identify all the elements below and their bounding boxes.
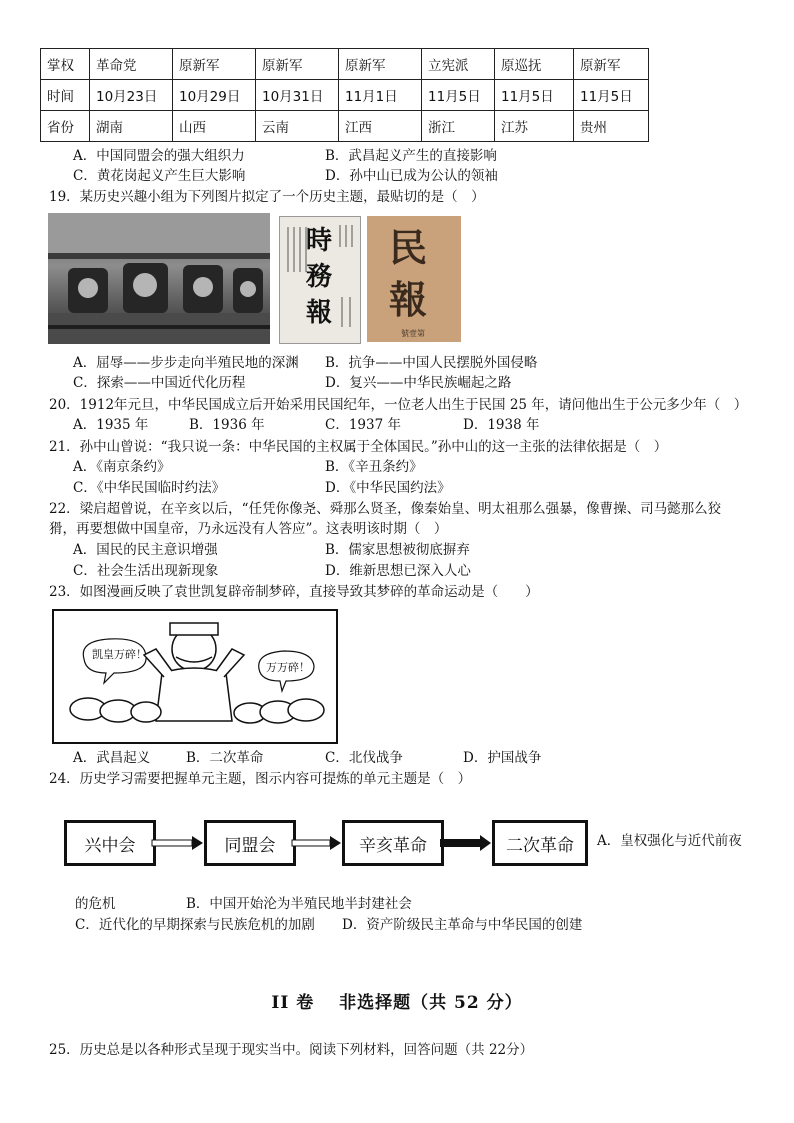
table-cell: 山西 <box>173 111 256 142</box>
table-cell: 贵州 <box>574 111 649 142</box>
q21-option-c[interactable]: C．《中华民国临时约法》 <box>73 480 226 496</box>
table-cell: 湖南 <box>90 111 173 142</box>
cartoon-bubble-left: 凯皇万碎！ <box>92 648 147 661</box>
q24-option-d[interactable]: D．资产阶级民主革命与中华民国的创建 <box>342 917 583 933</box>
table-cell: 10月23日 <box>90 80 173 111</box>
q20-stem: 20．1912年元旦，中华民国成立后开始采用民国纪年，一位老人出生于民国 25 年，请问他出生于公元多少年（ ） <box>49 397 748 413</box>
table-cell: 浙江 <box>422 111 495 142</box>
q20-option-d[interactable]: D．1938 年 <box>463 417 540 433</box>
q24-option-b[interactable]: B．中国开始沦为半殖民地半封建社会 <box>186 896 412 912</box>
q24-option-a-part1[interactable]: A．皇权强化与近代前夜 <box>597 833 742 849</box>
table-cell: 江苏 <box>495 111 574 142</box>
factory-machines-photo <box>48 213 270 344</box>
q19-option-d[interactable]: D．复兴——中华民族崛起之路 <box>325 375 512 391</box>
table-cell: 立宪派 <box>422 49 495 80</box>
q18-option-a[interactable]: A．中国同盟会的强大组织力 <box>73 148 245 164</box>
flow-arrow-3 <box>438 835 492 851</box>
q21-option-a[interactable]: A．《南京条约》 <box>73 459 171 475</box>
q21-option-b[interactable]: B．《辛丑条约》 <box>325 459 423 475</box>
table-row-header-cell: 省份 <box>41 111 90 142</box>
q19-stem: 19．某历史兴趣小组为下列图片拟定了一个历史主题，最贴切的是（ ） <box>49 189 485 205</box>
q22-option-c[interactable]: C．社会生活出现新现象 <box>73 563 219 579</box>
table-cell: 10月29日 <box>173 80 256 111</box>
q21-option-d[interactable]: D．《中华民国约法》 <box>325 480 451 496</box>
table-row-header-cell: 时间 <box>41 80 90 111</box>
shiwubao-newspaper-image <box>279 216 361 344</box>
q20-option-a[interactable]: A．1935 年 <box>73 417 149 433</box>
flow-box-second-revolution: 二次革命 <box>492 820 588 866</box>
table-cell: 11月5日 <box>574 80 649 111</box>
q18-option-c[interactable]: C．黄花岗起义产生巨大影响 <box>73 168 246 184</box>
q22-option-b[interactable]: B．儒家思想被彻底摒弃 <box>325 542 470 558</box>
q23-option-c[interactable]: C．北伐战争 <box>325 750 403 766</box>
flow-box-tongmenghui: 同盟会 <box>204 820 296 866</box>
q24-option-a-part2[interactable]: 的危机 <box>75 896 116 912</box>
table-row-header-cell: 掌权 <box>41 49 90 80</box>
table-cell: 原新军 <box>574 49 649 80</box>
minbao-title: 民報 <box>389 225 428 322</box>
province-table <box>40 48 649 142</box>
q22-option-d[interactable]: D．维新思想已深入人心 <box>325 563 471 579</box>
q22-stem-line1: 22．梁启超曾说，在辛亥以后，“任凭你像尧、舜那么贤圣，像秦始皇、明太祖那么强暴，像曹操、司马懿那么狡 <box>49 501 722 517</box>
table-cell: 11月1日 <box>339 80 422 111</box>
q20-option-b[interactable]: B．1936 年 <box>189 417 265 433</box>
table-cell: 原新军 <box>256 49 339 80</box>
q25-stem: 25．历史总是以各种形式呈现于现实当中。阅读下列材料，回答问题（共 22分） <box>49 1042 534 1058</box>
table-cell: 11月5日 <box>422 80 495 111</box>
q23-option-d[interactable]: D．护国战争 <box>463 750 542 766</box>
q23-stem: 23．如图漫画反映了袁世凯复辟帝制梦碎，直接导致其梦碎的革命运动是（ ） <box>49 584 539 600</box>
q23-option-b[interactable]: B．二次革命 <box>186 750 264 766</box>
q24-option-c[interactable]: C．近代化的早期探索与民族危机的加剧 <box>75 917 315 933</box>
shiwubao-title: 時務報 <box>306 226 333 328</box>
q20-option-c[interactable]: C．1937 年 <box>325 417 401 433</box>
cartoon-bubble-right: 万万碎！ <box>266 661 310 674</box>
q22-option-a[interactable]: A．国民的民主意识增强 <box>73 542 218 558</box>
minbao-newspaper-image <box>367 216 461 342</box>
q23-option-a[interactable]: A．武昌起义 <box>73 750 151 766</box>
yuan-shikai-cartoon <box>52 609 338 744</box>
table-row <box>41 111 649 142</box>
q19-option-b[interactable]: B．抗争——中国人民摆脱外国侵略 <box>325 355 538 371</box>
table-row <box>41 49 649 80</box>
minbao-issue-label: 號壹第 <box>401 329 425 338</box>
q22-stem-line2: 猾，再要想做中国皇帝，乃永远没有人答应”。这表明该时期（ ） <box>49 521 448 537</box>
q18-option-b[interactable]: B．武昌起义产生的直接影响 <box>325 148 497 164</box>
table-cell: 原巡抚 <box>495 49 574 80</box>
flow-arrow-2 <box>290 835 342 851</box>
flow-box-xinhai-revolution: 辛亥革命 <box>342 820 444 866</box>
q18-option-d[interactable]: D．孙中山已成为公认的领袖 <box>325 168 498 184</box>
table-cell: 11月5日 <box>495 80 574 111</box>
table-row <box>41 80 649 111</box>
table-cell: 云南 <box>256 111 339 142</box>
flow-box-xingzhonghui: 兴中会 <box>64 820 156 866</box>
section-2-heading: II 卷 非选择题（共 52 分） <box>271 993 523 1013</box>
table-cell: 革命党 <box>90 49 173 80</box>
flow-arrow-1 <box>150 835 204 851</box>
q19-option-c[interactable]: C．探索——中国近代化历程 <box>73 375 246 391</box>
table-cell: 江西 <box>339 111 422 142</box>
table-cell: 原新军 <box>339 49 422 80</box>
table-cell: 原新军 <box>173 49 256 80</box>
q24-stem: 24．历史学习需要把握单元主题，图示内容可提炼的单元主题是（ ） <box>49 771 472 787</box>
q19-option-a[interactable]: A．屈辱——步步走向半殖民地的深渊 <box>73 355 299 371</box>
q21-stem: 21．孙中山曾说：“我只说一条：中华民国的主权属于全体国民。”孙中山的这一主张的法律依据是（ ） <box>49 439 668 455</box>
table-cell: 10月31日 <box>256 80 339 111</box>
